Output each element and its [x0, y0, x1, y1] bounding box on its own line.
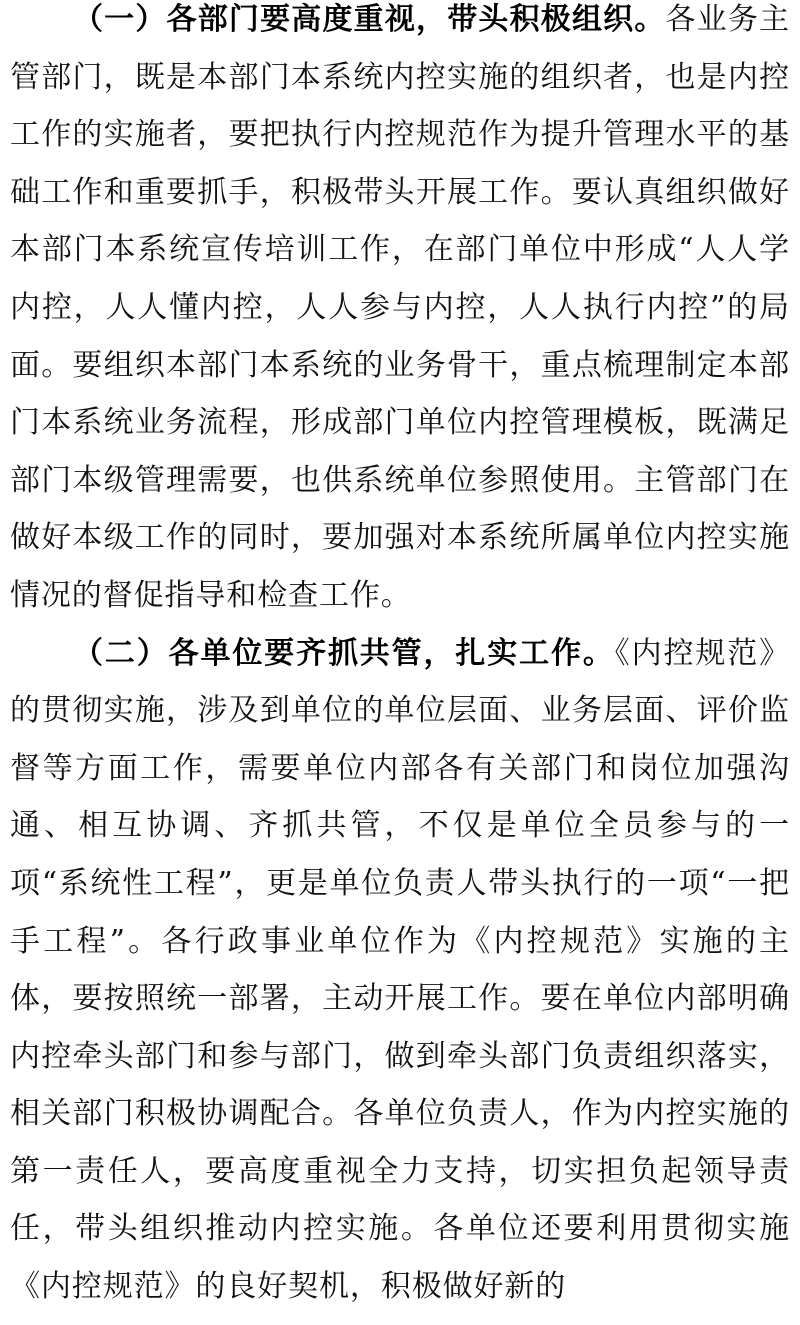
paragraph-2-body: 《内控规范》的贯彻实施，涉及到单位的单位层面、业务层面、评价监督等方面工作，需要单位内部各有关部门和岗位加强沟通、相互协调、齐抓共管，不仅是单位全员参与的一项“系统性工程”，更是单位负责人带头执行的一项“一把手工程”。各行政事业单位作为《内控规范》实施的主体，要按照统一部署，主动开展工作。要在单位内部明确内控牵头部门和参与部门，做到牵头部门负责组织落实，相关部门积极协调配合。各单位负责人，作为内控实施的第一责任人，要高度重视全力支持，切实担负起领导责任，带头组织推动内控实施。各单位还要利用贯彻实施《内控规范》的良好契机，积极做好新的: [10, 635, 790, 1305]
paragraph-1-heading: （一）各部门要高度重视，带头积极组织。: [73, 2, 666, 37]
paragraph-2: [10, 625, 790, 1316]
paragraph-1: [10, 0, 790, 625]
paragraph-1-body: 各业务主管部门，既是本部门本系统内控实施的组织者，也是内控工作的实施者，要把执行内控规范作为提升管理水平的基础工作和重要抓手，积极带头开展工作。要认真组织做好本部门本系统宣传培训工作，在部门单位中形成“人人学内控，人人懂内控，人人参与内控，人人执行内控”的局面。要组织本部门本系统的业务骨干，重点梳理制定本部门本系统业务流程，形成部门单位内控管理模板，既满足部门本级管理需要，也供系统单位参照使用。主管部门在做好本级工作的同时，要加强对本系统所属单位内控实施情况的督促指导和检查工作。: [10, 2, 790, 613]
paragraph-2-heading: （二）各单位要齐抓共管，扎实工作。: [73, 635, 615, 671]
